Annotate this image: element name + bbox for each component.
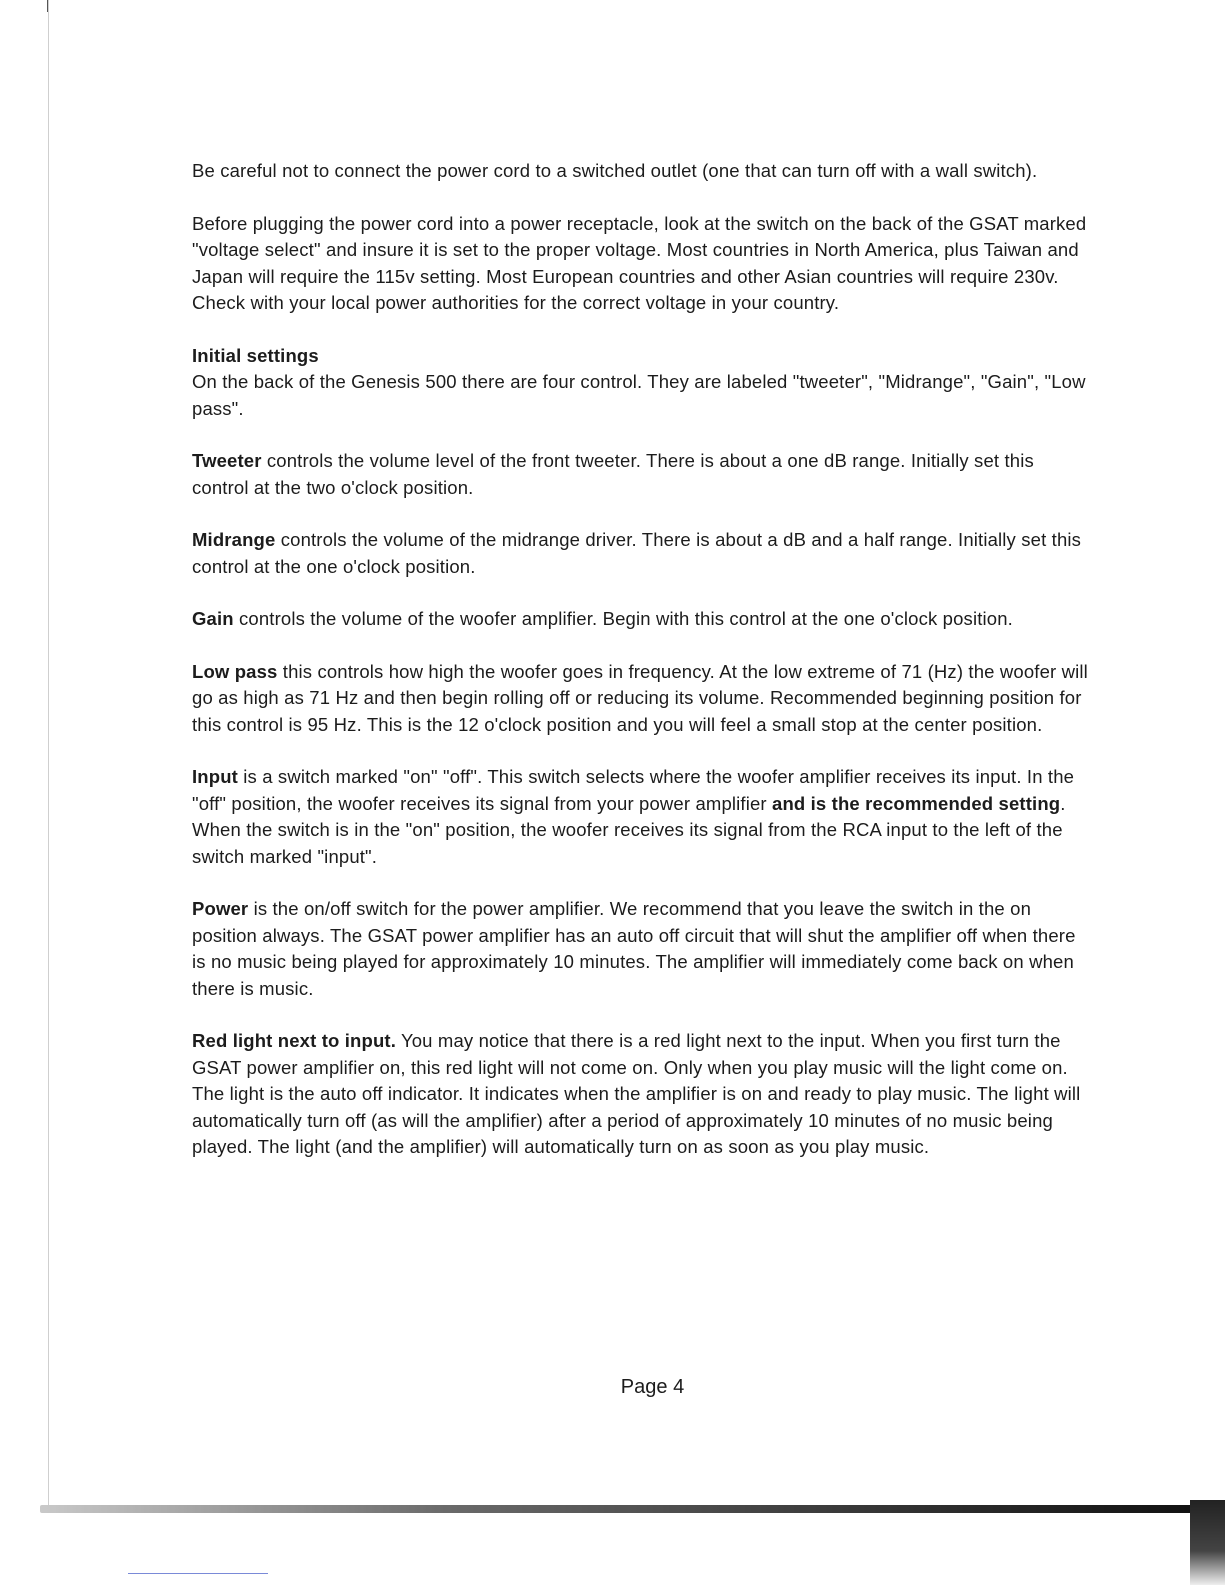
section-initial-settings — [192, 343, 1092, 423]
paragraph-text: this controls how high the woofer goes in frequency. At the low extreme of 71 (Hz) the woofer will go as high as 71 Hz and then begin rolling off or reducing its volume. Recommended beginning position for this control is 95 Hz. This is the 12 o'clock position and you will feel a small stop at the center position. — [192, 660, 1088, 735]
recommended-setting-emphasis: and is the recommended setting — [772, 792, 1061, 814]
page-number-text: Page 4 — [620, 1376, 685, 1398]
paragraph-power-cord-warning — [192, 158, 1092, 185]
term-power: Power — [192, 898, 249, 919]
paragraph-red-light — [192, 1028, 1092, 1161]
paragraph-text: . When the switch is in the "on" position, the woofer receives its signal from the RCA input to the left of the switch marked "input". — [192, 792, 1066, 867]
scan-left-edge — [48, 0, 49, 1508]
paragraph-low-pass — [192, 659, 1092, 739]
paragraph-text: controls the volume of the woofer amplifier. Begin with this control at the one o'clock position. — [233, 608, 1013, 629]
scan-bottom-edge — [40, 1505, 1200, 1513]
page-content — [192, 158, 1092, 1187]
paragraph-text: You may notice that there is a red light next to the input. When you first turn the GSAT power amplifier on, this red light will not come on. Only when you play music will the light come on. The light is the auto off indicator. It indicates when the amplifier is on and ready to play music. The light will automatically turn off (as will the amplifier) after a period of approximately 10 minutes of no music being played. The light (and the amplifier) will automatically turn on as soon as you play music. — [192, 1030, 1081, 1157]
paragraph-voltage-select — [192, 211, 1092, 317]
paragraph-gain — [192, 606, 1092, 633]
paragraph-text: is a switch marked "on" "off". This switch selects where the woofer amplifier receives its input. In the "off" position, the woofer receives its signal from your power amplifier — [192, 766, 1075, 814]
term-gain: Gain — [192, 608, 234, 629]
term-tweeter: Tweeter — [192, 450, 262, 471]
term-red-light: Red light next to input. — [192, 1030, 396, 1051]
paragraph-tweeter — [192, 448, 1092, 501]
scan-mark — [128, 1573, 268, 1574]
paragraph-text: is the on/off switch for the power amplifier. We recommend that you leave the switch in the on position always. The GSAT power amplifier has an auto off circuit that will shut the amplifier off when there is no music being played for approximately 10 minutes. The amplifier will immediately come back on when there is music. — [192, 898, 1076, 999]
term-midrange: Midrange — [192, 529, 276, 550]
paragraph-text: Be careful not to connect the power cord to a switched outlet (one that can turn off with a wall switch). — [192, 160, 1038, 181]
paragraph-input — [192, 764, 1092, 870]
paragraph-text: controls the volume level of the front tweeter. There is about a one dB range. Initially set this control at the two o'clock position. — [192, 450, 1034, 498]
scan-corner-shadow — [1190, 1500, 1225, 1585]
paragraph-text: Before plugging the power cord into a power receptacle, look at the switch on the back of the GSAT marked "voltage select" and insure it is set to the proper voltage. Most countries in North America, plus Taiwan and Japan will require the 115v setting. Most European countries and other Asian countries will require 230v. Check with your local power authorities for the correct voltage in your country. — [192, 212, 1087, 313]
paragraph-text: controls the volume of the midrange driver. There is about a dB and a half range. Initially set this control at the one o'clock position. — [192, 529, 1082, 577]
term-low-pass: Low pass — [192, 660, 278, 682]
paragraph-text: On the back of the Genesis 500 there are four control. They are labeled "tweeter", "Midrange", "Gain", "Low pass". — [192, 371, 1086, 419]
paragraph-midrange — [192, 527, 1092, 580]
section-heading: Initial settings — [192, 344, 319, 366]
term-input: Input — [192, 766, 238, 787]
page-number — [0, 1376, 1225, 1399]
paragraph-power — [192, 896, 1092, 1002]
